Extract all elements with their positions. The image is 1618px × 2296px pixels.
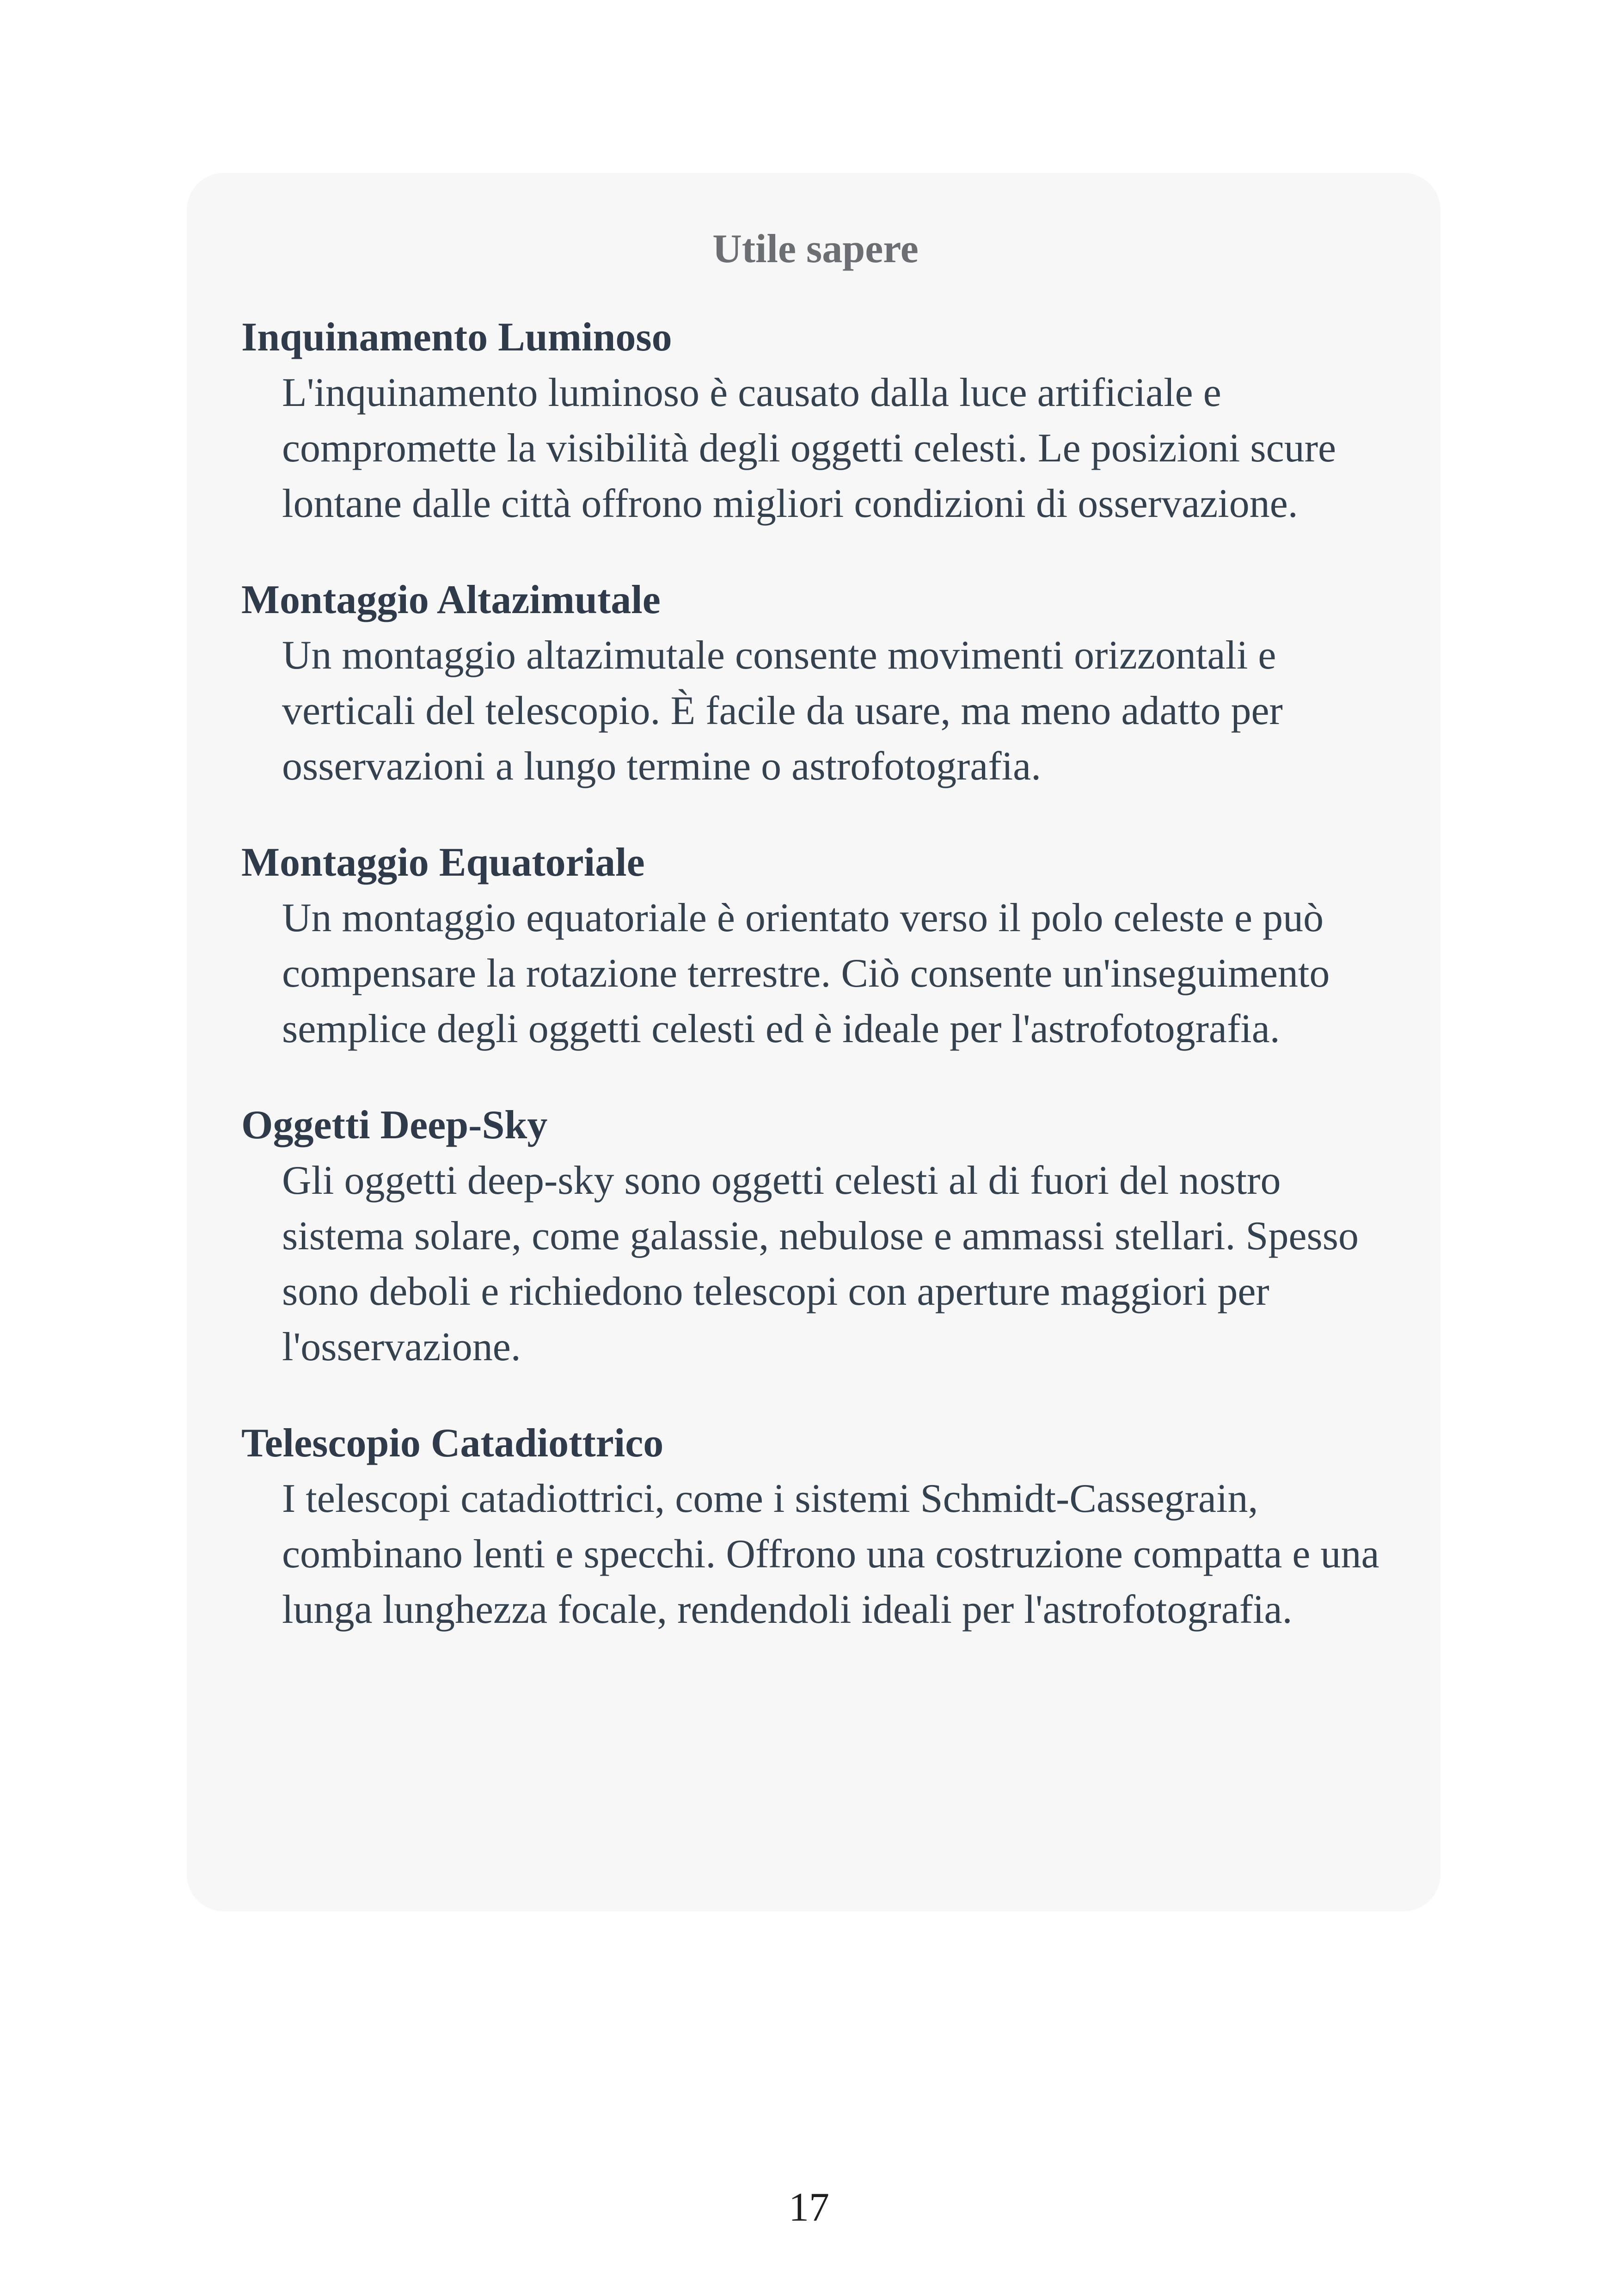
glossary-entry bbox=[241, 1418, 1390, 1638]
entry-definition: Un montaggio altazimutale consente movimenti orizzontali e verticali del telescopio. È facile da usare, ma meno adatto per osservazioni a lungo termine o astrofotografia. bbox=[282, 633, 1283, 789]
glossary-entry bbox=[241, 1099, 1390, 1375]
entry-term: Montaggio Equatoriale bbox=[241, 840, 645, 885]
box-title: Utile sapere bbox=[712, 227, 919, 271]
glossary-box bbox=[187, 173, 1440, 1911]
glossary-entry bbox=[241, 837, 1390, 1057]
entry-definition: I telescopi catadiottrici, come i sistemi Schmidt-Cassegrain, combinano lenti e specchi. Offrono una costruzione compatta e una lunga lunghezza focale, rendendoli ideali per l'astrofotografia. bbox=[282, 1476, 1379, 1632]
entry-definition: Gli oggetti deep-sky sono oggetti celesti al di fuori del nostro sistema solare, come galassie, nebulose e ammassi stellari. Spesso sono deboli e richiedono telescopi con aperture maggiori per l'osservazione. bbox=[282, 1158, 1359, 1369]
entry-term: Montaggio Altazimutale bbox=[241, 577, 661, 622]
entry-definition: L'inquinamento luminoso è causato dalla luce artificiale e compromette la visibilità degli oggetti celesti. Le posizioni scure lontane dalle città offrono migliori condizioni di osservazione. bbox=[282, 370, 1336, 526]
glossary-entry bbox=[241, 574, 1390, 794]
entry-term: Inquinamento Luminoso bbox=[241, 315, 672, 360]
entry-definition: Un montaggio equatoriale è orientato verso il polo celeste e può compensare la rotazione terrestre. Ciò consente un'inseguimento semplice degli oggetti celesti ed è ideale per l'astrofotografia. bbox=[282, 896, 1330, 1051]
glossary-entry bbox=[241, 312, 1390, 532]
page-number: 17 bbox=[789, 2185, 829, 2230]
entry-term: Oggetti Deep-Sky bbox=[241, 1103, 548, 1148]
entry-term: Telescopio Catadiottrico bbox=[241, 1421, 664, 1466]
